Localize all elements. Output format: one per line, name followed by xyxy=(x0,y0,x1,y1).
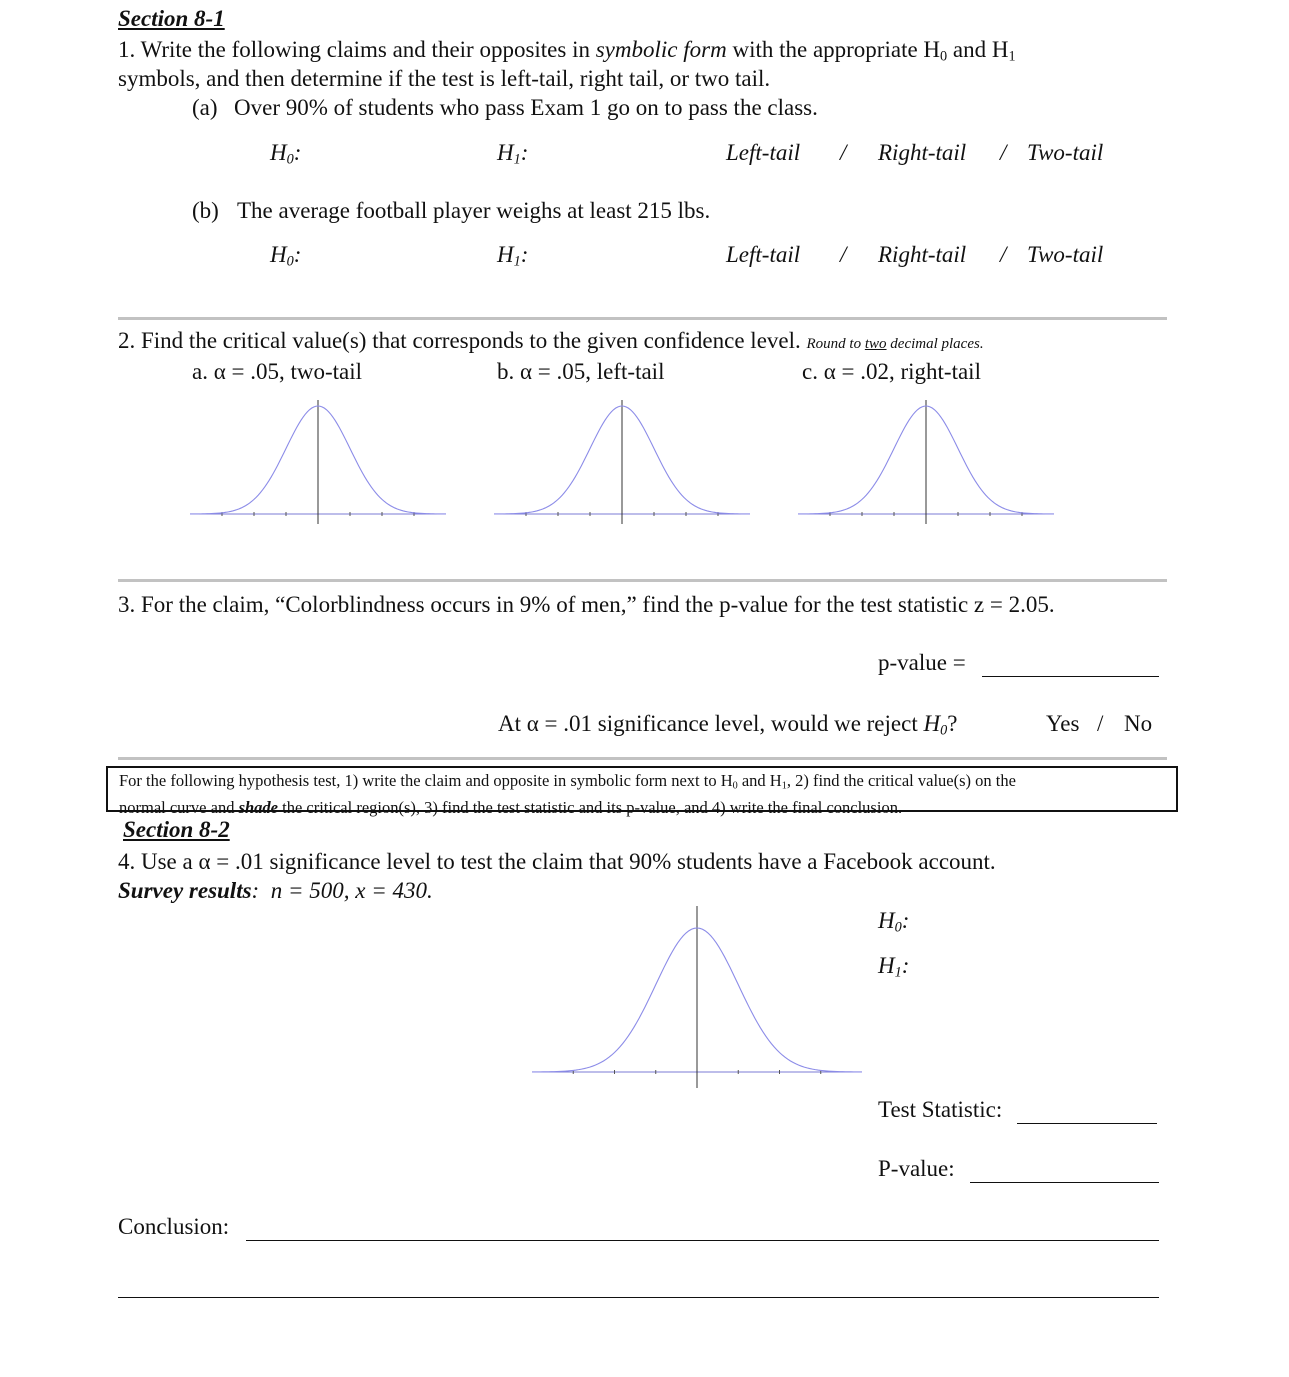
q4-survey-results: Survey results: n = 500, x = 430. xyxy=(118,878,433,903)
q3-pvalue-blank[interactable] xyxy=(982,676,1159,677)
q3-reject-question: At α = .01 significance level, would we reject $H_0$? xyxy=(498,711,958,739)
q4-conclusion-blank-2[interactable] xyxy=(118,1297,1159,1298)
q1a-h0-label: $H_0$: xyxy=(270,140,302,168)
q1a-separator-1: / xyxy=(840,140,847,165)
instructions-line-2: normal curve and shade the critical region(s), 3) find the test statistic and its p-value, and 4) write the final conclusion. xyxy=(119,797,903,817)
q2-part-a: a. α = .05, two-tail xyxy=(192,359,363,384)
q3-yes-option[interactable]: Yes xyxy=(1046,711,1080,736)
instructions-box xyxy=(106,766,1178,817)
section-8-1-title: Section 8-1 xyxy=(118,6,225,31)
q1a-left-tail-option[interactable]: Left-tail xyxy=(726,140,801,165)
q4-pvalue-label: P-value: xyxy=(878,1156,955,1181)
q1a-text: Over 90% of students who pass Exam 1 go on to pass the class. xyxy=(234,95,818,120)
q1b-right-tail-option[interactable]: Right-tail xyxy=(878,242,967,267)
q1b-two-tail-option[interactable]: Two-tail xyxy=(1027,242,1104,267)
q1-line1: 1. Write the following claims and their opposites in symbolic form with the appropriate $H_0$ and $H_1$ xyxy=(118,37,1016,65)
q4-test-statistic-blank[interactable] xyxy=(1017,1123,1157,1124)
q4-h1-label: $H_1$: xyxy=(878,953,910,981)
q1b-separator-1: / xyxy=(840,242,847,267)
q1a-right-tail-option[interactable]: Right-tail xyxy=(878,140,967,165)
q1b-left-tail-option[interactable]: Left-tail xyxy=(726,242,801,267)
divider-2 xyxy=(118,579,1167,582)
q1b-text: The average football player weighs at least 215 lbs. xyxy=(237,198,711,223)
divider-3 xyxy=(118,757,1167,760)
q1b-separator-2: / xyxy=(1000,242,1007,267)
q1b-h0-label: $H_0$: xyxy=(270,242,302,270)
q4-conclusion-label: Conclusion: xyxy=(118,1214,230,1239)
normal-curve-a[interactable] xyxy=(190,396,446,526)
q4-h0-label: $H_0$: xyxy=(878,908,910,936)
q2-text: 2. Find the critical value(s) that corresponds to the given confidence level. Round to two decimal places. xyxy=(118,328,984,353)
q1a-label: (a) xyxy=(192,95,218,120)
q2-rounding-note: Round to two decimal places. xyxy=(806,336,984,352)
q4-conclusion-blank-1[interactable] xyxy=(246,1240,1159,1241)
normal-curve-b[interactable] xyxy=(494,396,750,526)
divider-1 xyxy=(118,317,1167,320)
normal-curve-c[interactable] xyxy=(798,396,1054,526)
q1b-label: (b) xyxy=(192,198,219,223)
q2-part-b: b. α = .05, left-tail xyxy=(497,359,665,384)
q3-text: 3. For the claim, “Colorblindness occurs in 9% of men,” find the p-value for the test statistic z = 2.05. xyxy=(118,592,1055,617)
q1a-separator-2: / xyxy=(1000,140,1007,165)
q4-pvalue-blank[interactable] xyxy=(970,1182,1159,1183)
q1a-h1-label: $H_1$: xyxy=(497,140,529,168)
normal-curve-q4[interactable] xyxy=(532,904,862,1090)
q1a-two-tail-option[interactable]: Two-tail xyxy=(1027,140,1104,165)
q3-no-option[interactable]: No xyxy=(1124,711,1153,736)
q1b-h1-label: $H_1$: xyxy=(497,242,529,270)
section-8-2-title: Section 8-2 xyxy=(123,817,230,842)
q4-test-statistic-label: Test Statistic: xyxy=(878,1097,1003,1122)
q3-pvalue-label: p-value = xyxy=(878,650,966,675)
instructions-line-1: For the following hypothesis test, 1) write the claim and opposite in symbolic form next to $H_0$ and $H_1$, 2) find the critical value(s) on the xyxy=(119,771,1016,792)
q3-separator: / xyxy=(1097,711,1104,736)
q2-part-c: c. α = .02, right-tail xyxy=(802,359,981,384)
q1-line2: symbols, and then determine if the test is left-tail, right tail, or two tail. xyxy=(118,66,771,91)
q4-text: 4. Use a α = .01 significance level to test the claim that 90% students have a Facebook account. xyxy=(118,849,996,874)
